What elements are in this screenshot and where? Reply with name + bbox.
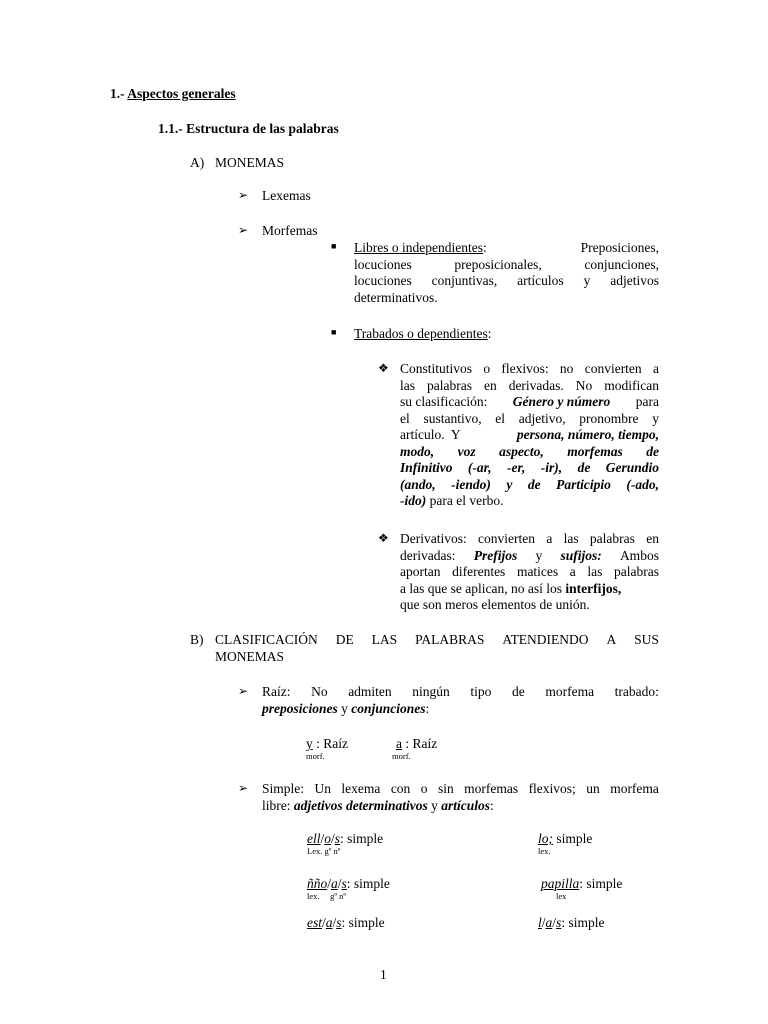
libres-line-2: locuciones preposicionales, conjunciones, [354,256,659,272]
example-nnos: ñño/a/s: simple [307,876,390,891]
list-item-lexemas: Lexemas [262,188,311,203]
example-lo: lo; simple [538,831,593,846]
libres-label: Libres o independientes [354,240,483,255]
diamond-bullet-icon: ❖ [378,361,389,375]
example-las: l/a/s: simple [538,915,605,930]
libres-line-3: locuciones conjuntivas, artículos y adjetivos [354,273,659,288]
example-estas: est/a/s: simple [307,915,385,930]
trabados-label: Trabados o dependientes [354,326,488,341]
example-papilla: papilla: simple [541,876,623,891]
libres-paragraph [354,240,659,306]
list-item-morfemas: Morfemas [262,223,318,238]
libres-line-1: Libres o independientes: Preposiciones, [354,240,659,255]
example-ellos-sub: Lex. gº nº [307,846,341,856]
arrow-bullet-icon: ➢ [238,188,249,202]
square-bullet-icon: ■ [331,241,337,251]
section-a-letter: A) [190,155,205,170]
example-lo-sub: lex. [538,846,551,856]
square-bullet-icon: ■ [331,327,337,337]
section-a-title: MONEMAS [215,155,285,170]
example-nnos-sub: lex. gº nº [307,891,347,901]
simple-paragraph: Simple: Un lexema con o sin morfemas flexivos; un morfema libre: adjetivos determinativos y artículos: [262,781,659,813]
heading-number: 1.- [110,86,125,101]
section-b-letter: B) [190,632,204,647]
section-heading-1 [110,86,236,103]
example-a: a : Raíz [396,736,438,751]
derivativos-paragraph: Derivativos: convierten a las palabras en derivadas: Prefijos y sufijos: Ambos aportan diferentes matices a las palabras a las que se aplican, no así los interfijos, que son meros elementos de unión. [400,531,659,612]
constitutivos-paragraph: Constitutivos o flexivos: no convierten a las palabras en derivadas. No modifican su clasificación: Género y número para el sustantivo, el adjetivo, pronombre y artículo. Y persona, número, tiempo, modo, voz aspecto, morfemas de Infinitivo (-ar, -er, -ir), de Gerundio (ando, -iendo) y de Participio (-ado, -ido) para el verbo. [400,361,659,508]
arrow-bullet-icon: ➢ [238,223,249,237]
diamond-bullet-icon: ❖ [378,531,389,545]
arrow-bullet-icon: ➢ [238,781,249,795]
trabados-item: Trabados o dependientes: [354,326,492,341]
example-ellos: ell/o/s: simple [307,831,384,846]
example-a-sub: morf. [392,751,411,761]
arrow-bullet-icon: ➢ [238,684,249,698]
libres-line-4: determinativos. [354,289,438,305]
example-y-sub: morf. [306,751,325,761]
example-y: y : Raíz [306,736,348,751]
section-heading-2: 1.1.- Estructura de las palabras [158,121,339,136]
example-papilla-sub: lex [556,891,567,901]
page-number: 1 [380,967,387,982]
section-b-title: CLASIFICACIÓN DE LAS PALABRAS ATENDIENDO A SUS MONEMAS [215,632,659,664]
heading-title: Aspectos generales [127,86,236,101]
raiz-paragraph: Raíz: No admiten ningún tipo de morfema trabado: preposiciones y conjunciones: [262,684,659,716]
